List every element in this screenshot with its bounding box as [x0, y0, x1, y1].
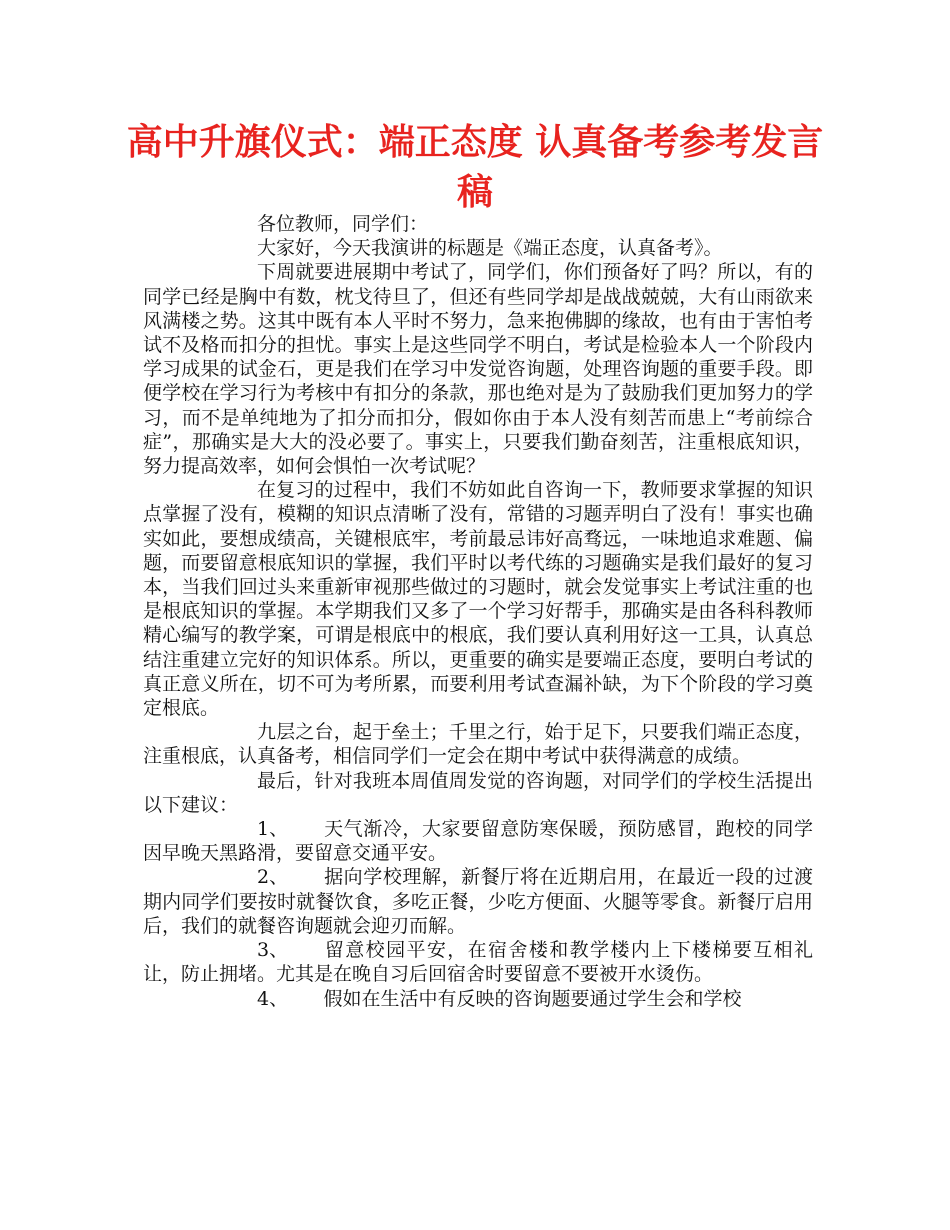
suggestion-item — [143, 817, 813, 865]
intro-paragraph: 大家好，今天我演讲的标题是《端正态度，认真备考》。 — [257, 237, 723, 260]
suggestion-text: 天气渐冷，大家要留意防寒保暖，预防感冒，跑校的同学因早晚天黑路滑，要留意交通平安。 — [143, 818, 813, 865]
paragraph: 下周就要进展期中考试了，同学们，你们预备好了吗？所以，有的同学已经是胸中有数，枕戈待旦了，但还有些同学却是战战兢兢，大有山雨欲来风满楼之势。这其中既有本人平时不努力，急来抱佛脚的缘故，也有由于害怕考试不及格而扣分的担忧。事实上是这些同学不明白，考试是检验本人一个阶段内学习成果的试金石，更是我们在学习中发觉咨询题，处理咨询题的重要手段。即便学校在学习行为考核中有扣分的条款，那也绝对是为了鼓励我们更加努力的学习，而不是单纯地为了扣分而扣分，假如你由于本人没有刻苦而患上“考前综合症”，那确实是大大的没必要了。事实上，只要我们勤奋刻苦，注重根底知识，努力提高效率，如何会惧怕一次考试呢？ — [143, 261, 813, 478]
suggestion-item — [143, 938, 813, 986]
salutation: 各位教师，同学们： — [257, 213, 429, 235]
suggestion-item — [143, 987, 813, 1011]
suggestion-item — [143, 865, 813, 938]
suggestion-number: 1、 — [257, 818, 289, 841]
page-title: 高中升旗仪式：端正态度 认真备考参考发言稿 — [126, 122, 824, 213]
suggestion-number: 2、 — [257, 866, 289, 889]
paragraph: 在复习的过程中，我们不妨如此自咨询一下，教师要求掌握的知识点掌握了没有，模糊的知识点清晰了没有，常错的习题弄明白了没有！事实也确实如此，要想成绩高，关键根底牢，考前最忌讳好高骛远，一味地追求难题、偏题，而要留意根底知识的掌握，我们平时以考代练的习题确实是我们最好的复习本，当我们回过头来重新审视那些做过的习题时，就会发觉事实上考试注重的也是根底知识的掌握。本学期我们又多了一个学习好帮手，那确实是由各科科教师精心编写的教学案，可谓是根底中的根底，我们要认真利用好这一工具，认真总结注重建立完好的知识体系。所以，更重要的确实是要端正态度，要明白考试的真正意义所在，切不可为考所累，而要利用考试查漏补缺，为下个阶段的学习奠定根底。 — [143, 479, 813, 720]
suggestion-number: 4、 — [257, 987, 289, 1010]
paragraph: 最后，针对我班本周值周发觉的咨询题，对同学们的学校生活提出以下建议： — [143, 769, 813, 816]
suggestion-text: 留意校园平安，在宿舍楼和教学楼内上下楼梯要互相礼让，防止拥堵。尤其是在晚自习后回宿舍时要留意不要被开水烫伤。 — [143, 939, 813, 986]
document-body — [143, 212, 813, 1011]
suggestion-text: 假如在生活中有反映的咨询题要通过学生会和学校 — [323, 987, 742, 1010]
suggestion-number: 3、 — [257, 939, 289, 962]
paragraph: 九层之台，起于垒土；千里之行，始于足下，只要我们端正态度，注重根底，认真备考，相信同学们一定会在期中考试中获得满意的成绩。 — [143, 721, 813, 768]
suggestion-text: 据向学校理解，新餐厅将在近期启用，在最近一段的过渡期内同学们要按时就餐饮食，多吃正餐，少吃方便面、火腿等零食。新餐厅启用后，我们的就餐咨询题就会迎刃而解。 — [143, 866, 813, 937]
